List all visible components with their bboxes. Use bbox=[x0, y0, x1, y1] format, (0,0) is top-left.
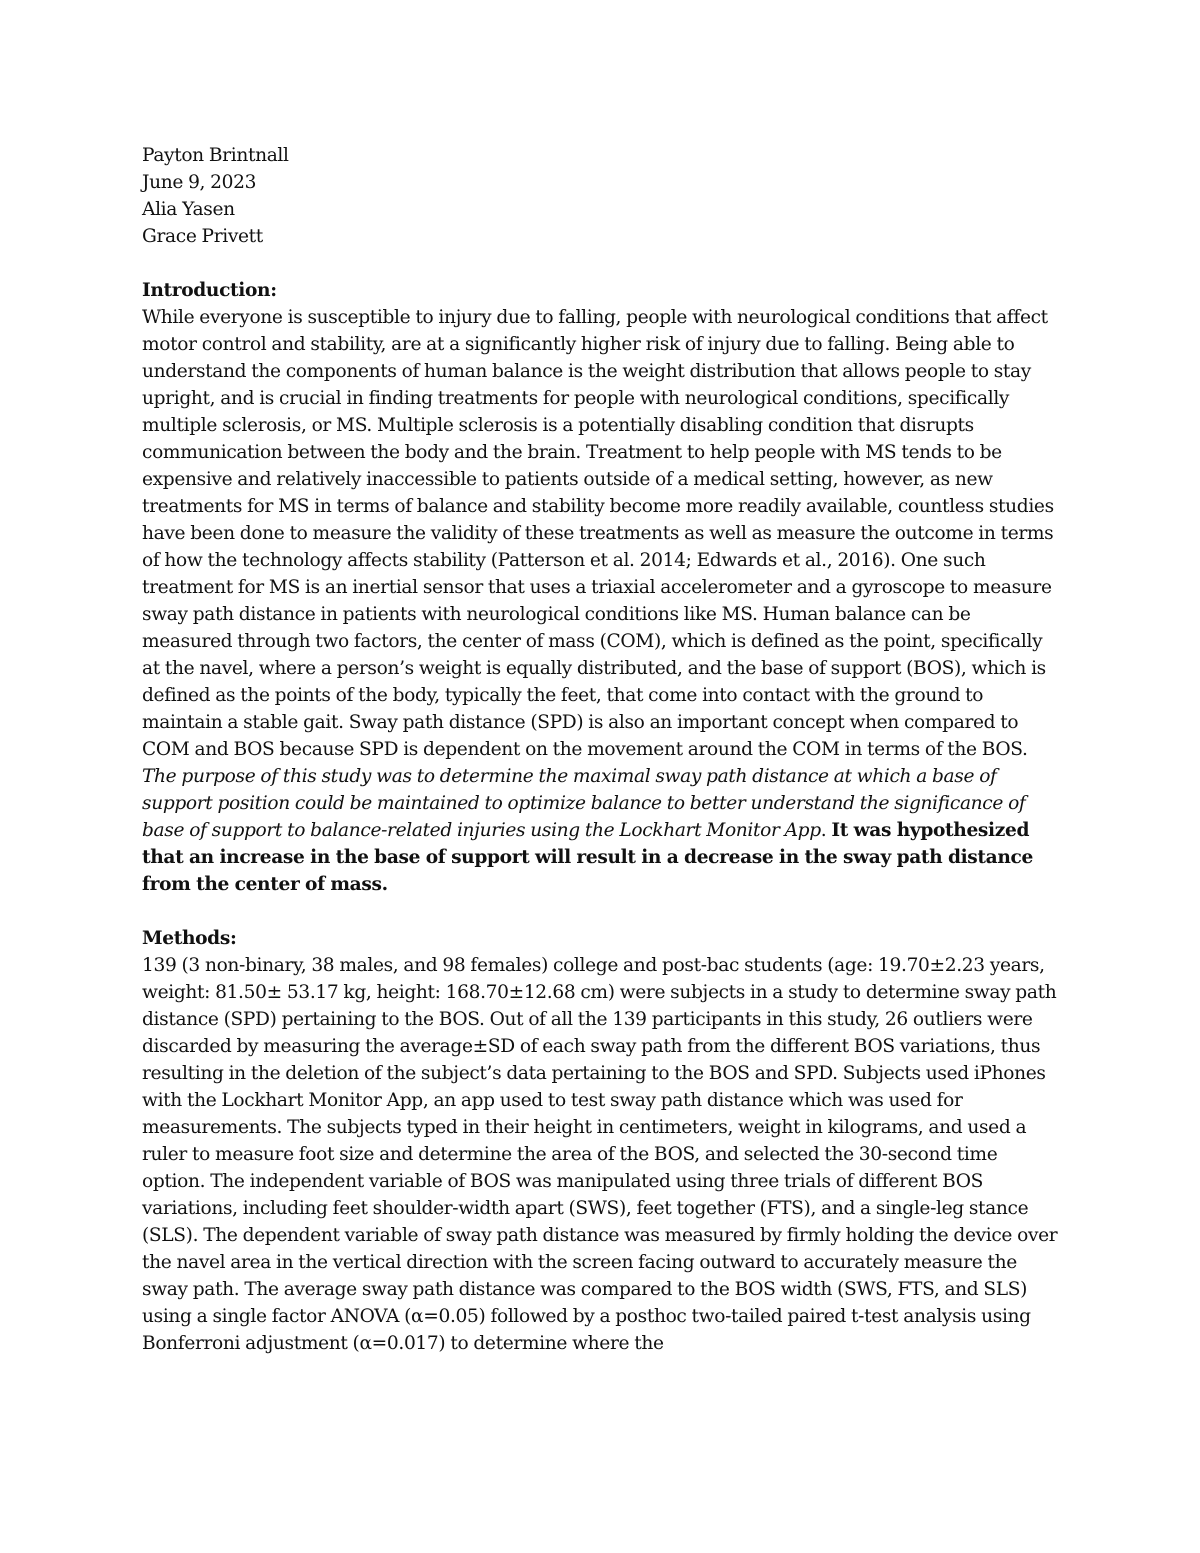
author-name: Payton Brintnall bbox=[142, 145, 289, 166]
collaborator-name: Alia Yasen bbox=[142, 199, 235, 220]
study-purpose-text: The purpose of this study was to determine the maximal sway path distance at which a base of support position could be maintained to optimize balance to better understand the significance of base of support to balance-related injuries using the Lockhart Monitor App bbox=[142, 766, 1026, 841]
methods-paragraph bbox=[142, 952, 1060, 1357]
sentence-period: . bbox=[820, 820, 832, 841]
blank-line bbox=[142, 250, 1060, 277]
introduction-paragraph bbox=[142, 304, 1060, 898]
methods-text: 139 (3 non-binary, 38 males, and 98 females) college and post-bac students (age: 19.70±2.23 years, weight: 81.50± 53.17 kg, height: 168.70±12.68 cm) were subjects in a study to determine sway path distance (SPD) pertaining to the BOS. Out of all the 139 participants in this study, 26 outliers were discarded by measuring the average±SD of each sway path from the different BOS variations, thus resulting in the deletion of the subject’s data pertaining to the BOS and SPD. Subjects used iPhones with the Lockhart Monitor App, an app used to test sway path distance which was used for measurements. The subjects typed in their height in centimeters, weight in kilograms, and used a ruler to measure foot size and determine the area of the BOS, and selected the 30-second time option. The independent variable of BOS was manipulated using three trials of different BOS variations, including feet shoulder-width apart (SWS), feet together (FTS), and a single-leg stance (SLS). The dependent variable of sway path distance was measured by firmly holding the device over the navel area in the vertical direction with the screen facing outward to accurately measure the sway path. The average sway path distance was compared to the BOS width (SWS, FTS, and SLS) using a single factor ANOVA (α=0.05) followed by a posthoc two-tailed paired t-test analysis using Bonferroni adjustment (α=0.017) to determine where the bbox=[142, 955, 1058, 1354]
introduction-heading: Introduction: bbox=[142, 280, 277, 301]
document-body bbox=[142, 142, 1060, 1357]
introduction-text: While everyone is susceptible to injury due to falling, people with neurological conditions that affect motor control and stability, are at a significantly higher risk of injury due to falling. Being able to understand the components of human balance is the weight distribution that allows people to stay upright, and is crucial in finding treatments for people with neurological conditions, specifically multiple sclerosis, or MS. Multiple sclerosis is a potentially disabling condition that disrupts communication between the body and the brain. Treatment to help people with MS tends to be expensive and relatively inaccessible to patients outside of a medical setting, however, as new treatments for MS in terms of balance and stability become more readily available, countless studies have been done to measure the validity of these treatments as well as measure the outcome in terms of how the technology affects stability (Patterson et al. 2014; Edwards et al., 2016). One such treatment for MS is an inertial sensor that uses a triaxial accelerometer and a gyroscope to measure sway path distance in patients with neurological conditions like MS. Human balance can be measured through two factors, the center of mass (COM), which is defined as the point, specifically at the navel, where a person’s weight is equally distributed, and the base of support (BOS), which is defined as the points of the body, typically the feet, that come into contact with the ground to maintain a stable gait. Sway path distance (SPD) is also an important concept when compared to COM and BOS because SPD is dependent on the movement around the COM in terms of the BOS. bbox=[142, 307, 1054, 760]
blank-line bbox=[142, 898, 1060, 925]
methods-heading: Methods: bbox=[142, 928, 237, 949]
document-date: June 9, 2023 bbox=[142, 172, 257, 193]
hypothesis-text: It was hypothesized that an increase in the base of support will result in a decrease in the sway path distance from the center of mass. bbox=[142, 820, 1033, 895]
collaborator-name: Grace Privett bbox=[142, 226, 263, 247]
